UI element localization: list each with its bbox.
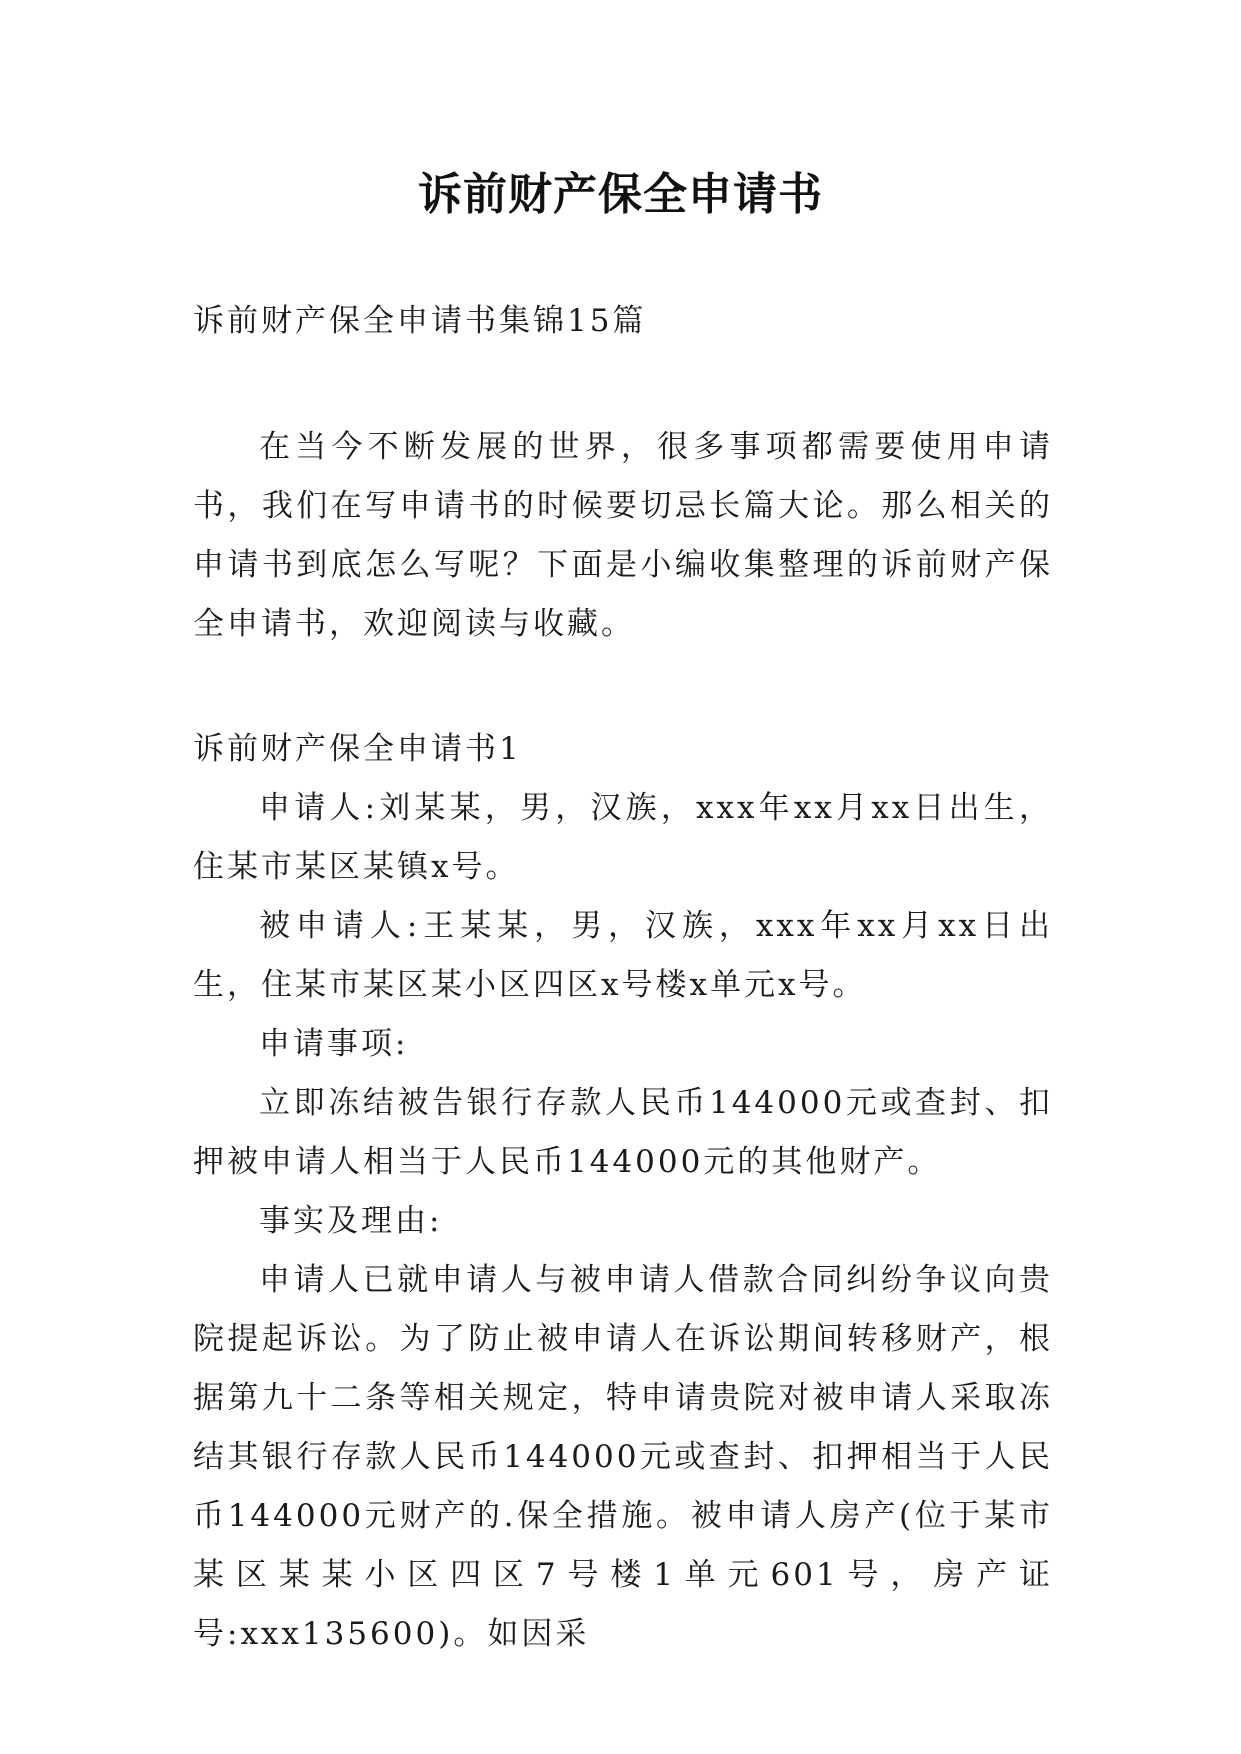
intro-paragraph: 在当今不断发展的世界，很多事项都需要使用申请书，我们在写申请书的时候要切忌长篇大论。那么相关的申请书到底怎么写呢？下面是小编收集整理的诉前财产保全申请书，欢迎阅读与收藏。 xyxy=(193,429,1053,642)
facts-paragraph: 申请人已就申请人与被申请人借款合同纠纷争议向贵院提起诉讼。为了防止被申请人在诉讼期间转移财产，根据第九十二条等相关规定，特申请贵院对被申请人采取冻结其银行存款人民币144000元或查封、扣押相当于人民币144000元财产的.保全措施。被申请人房产(位于某市某区某某小区四区7号楼1单元601号，房产证号:xxx135600)。如因采 xyxy=(193,1262,1053,1652)
collection-subtitle: 诉前财产保全申请书集锦15篇 xyxy=(193,303,647,339)
respondent-paragraph: 被申请人:王某某，男，汉族，xxx年xx月xx日出生，住某市某区某小区四区x号楼x单元x号。 xyxy=(193,908,1053,1003)
section-heading: 诉前财产保全申请书1 xyxy=(193,731,522,767)
document-body xyxy=(193,292,1053,1664)
request-paragraph: 立即冻结被告银行存款人民币144000元或查封、扣押被申请人相当于人民币144000元的其他财产。 xyxy=(193,1085,1053,1180)
facts-heading: 事实及理由: xyxy=(259,1203,443,1239)
request-heading: 申请事项: xyxy=(259,1026,409,1062)
applicant-paragraph: 申请人:刘某某，男，汉族，xxx年xx月xx日出生，住某市某区某镇x号。 xyxy=(193,790,1053,885)
document-title: 诉前财产保全申请书 xyxy=(418,169,823,220)
